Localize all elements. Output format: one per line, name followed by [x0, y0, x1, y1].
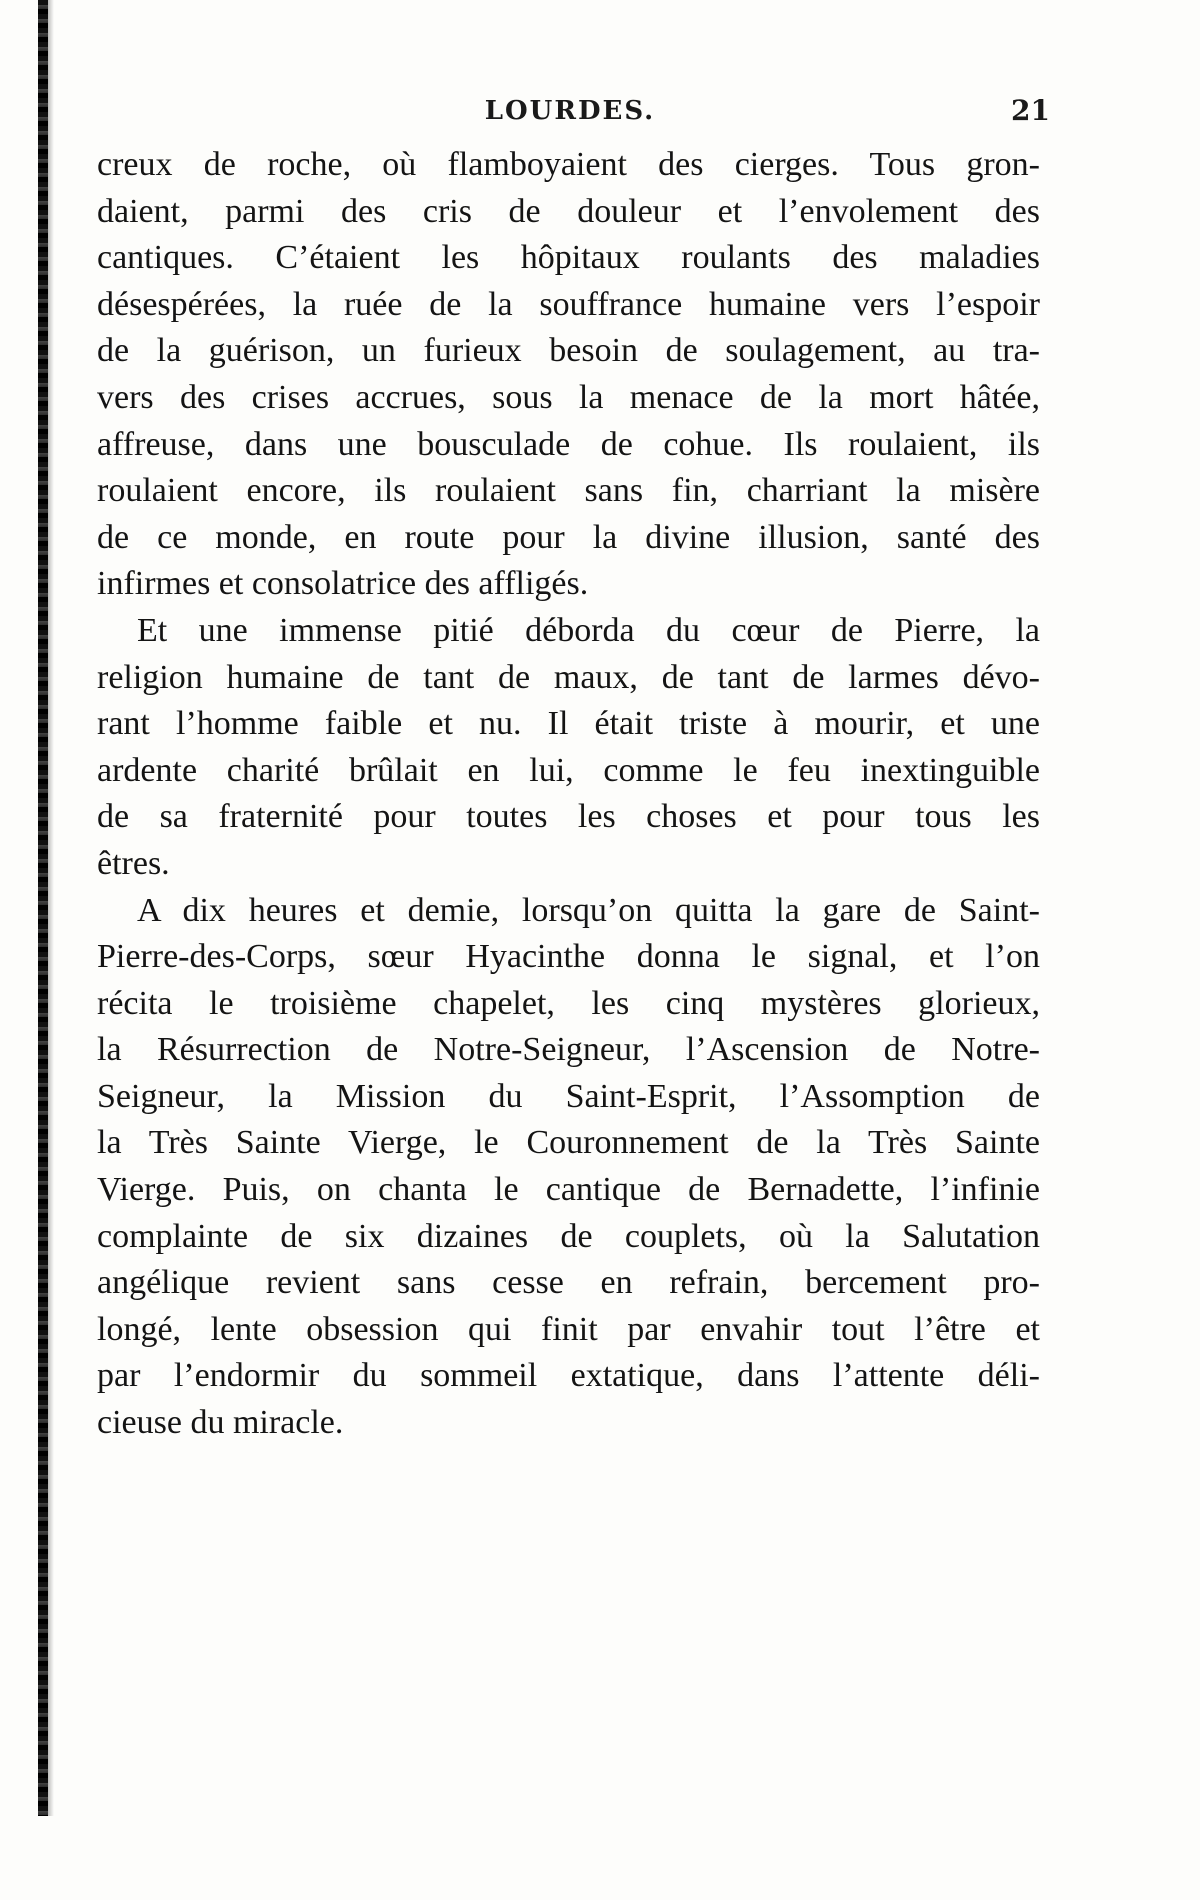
- page-number: 21: [1011, 94, 1050, 127]
- text-line: de ce monde, en route pour la divine illusion, santé des: [97, 518, 1040, 556]
- text-line: Pierre-des-Corps, sœur Hyacinthe donna le signal, et l’on: [97, 938, 1040, 976]
- running-title: LOURDES.: [484, 96, 656, 126]
- text-line: infirmes et consolatrice des affligés.: [97, 565, 589, 603]
- text-line: cantiques. C’étaient les hôpitaux roulants des maladies: [97, 239, 1040, 277]
- text-line: Seigneur, la Mission du Saint-Esprit, l’Assomption de: [97, 1077, 1040, 1115]
- text-line: creux de roche, où flamboyaient des cierges. Tous gron-: [97, 146, 1040, 183]
- text-line: A dix heures et demie, lorsqu’on quitta la gare de Saint-: [137, 891, 1040, 929]
- text-line: complainte de six dizaines de couplets, où la Salutation: [97, 1217, 1040, 1255]
- text-line: Vierge. Puis, on chanta le cantique de Bernadette, l’infinie: [97, 1171, 1040, 1209]
- text-line: angélique revient sans cesse en refrain, bercement pro-: [97, 1264, 1040, 1302]
- running-header: [90, 92, 1050, 132]
- text-line: de sa fraternité pour toutes les choses et pour tous les: [97, 798, 1040, 836]
- text-line: par l’endormir du sommeil extatique, dans l’attente déli-: [97, 1357, 1040, 1395]
- text-line: affreuse, dans une bousculade de cohue. Ils roulaient, ils: [97, 425, 1040, 463]
- text-line: ardente charité brûlait en lui, comme le feu inextinguible: [97, 751, 1040, 789]
- body-text: [97, 142, 1040, 1447]
- text-line: daient, parmi des cris de douleur et l’envolement des: [97, 192, 1040, 230]
- binding-shadow: [48, 0, 54, 1816]
- text-line: récita le troisième chapelet, les cinq mystères glorieux,: [97, 984, 1040, 1022]
- text-line: désespérées, la ruée de la souffrance humaine vers l’espoir: [97, 285, 1040, 323]
- text-line: rant l’homme faible et nu. Il était triste à mourir, et une: [97, 705, 1040, 743]
- text-line: cieuse du miracle.: [97, 1404, 344, 1442]
- text-line: êtres.: [97, 844, 170, 882]
- text-line: de la guérison, un furieux besoin de soulagement, au tra-: [97, 332, 1040, 370]
- text-line: longé, lente obsession qui finit par envahir tout l’être et: [97, 1310, 1040, 1348]
- text-line: vers des crises accrues, sous la menace de la mort hâtée,: [97, 378, 1040, 416]
- text-line: la Très Sainte Vierge, le Couronnement de la Très Sainte: [97, 1124, 1040, 1162]
- page-binding-edge: [38, 0, 48, 1816]
- text-line: roulaient encore, ils roulaient sans fin, charriant la misère: [97, 472, 1040, 510]
- text-line: Et une immense pitié déborda du cœur de Pierre, la: [137, 611, 1040, 649]
- text-line: religion humaine de tant de maux, de tant de larmes dévo-: [97, 658, 1040, 696]
- text-line: la Résurrection de Notre-Seigneur, l’Ascension de Notre-: [97, 1031, 1040, 1069]
